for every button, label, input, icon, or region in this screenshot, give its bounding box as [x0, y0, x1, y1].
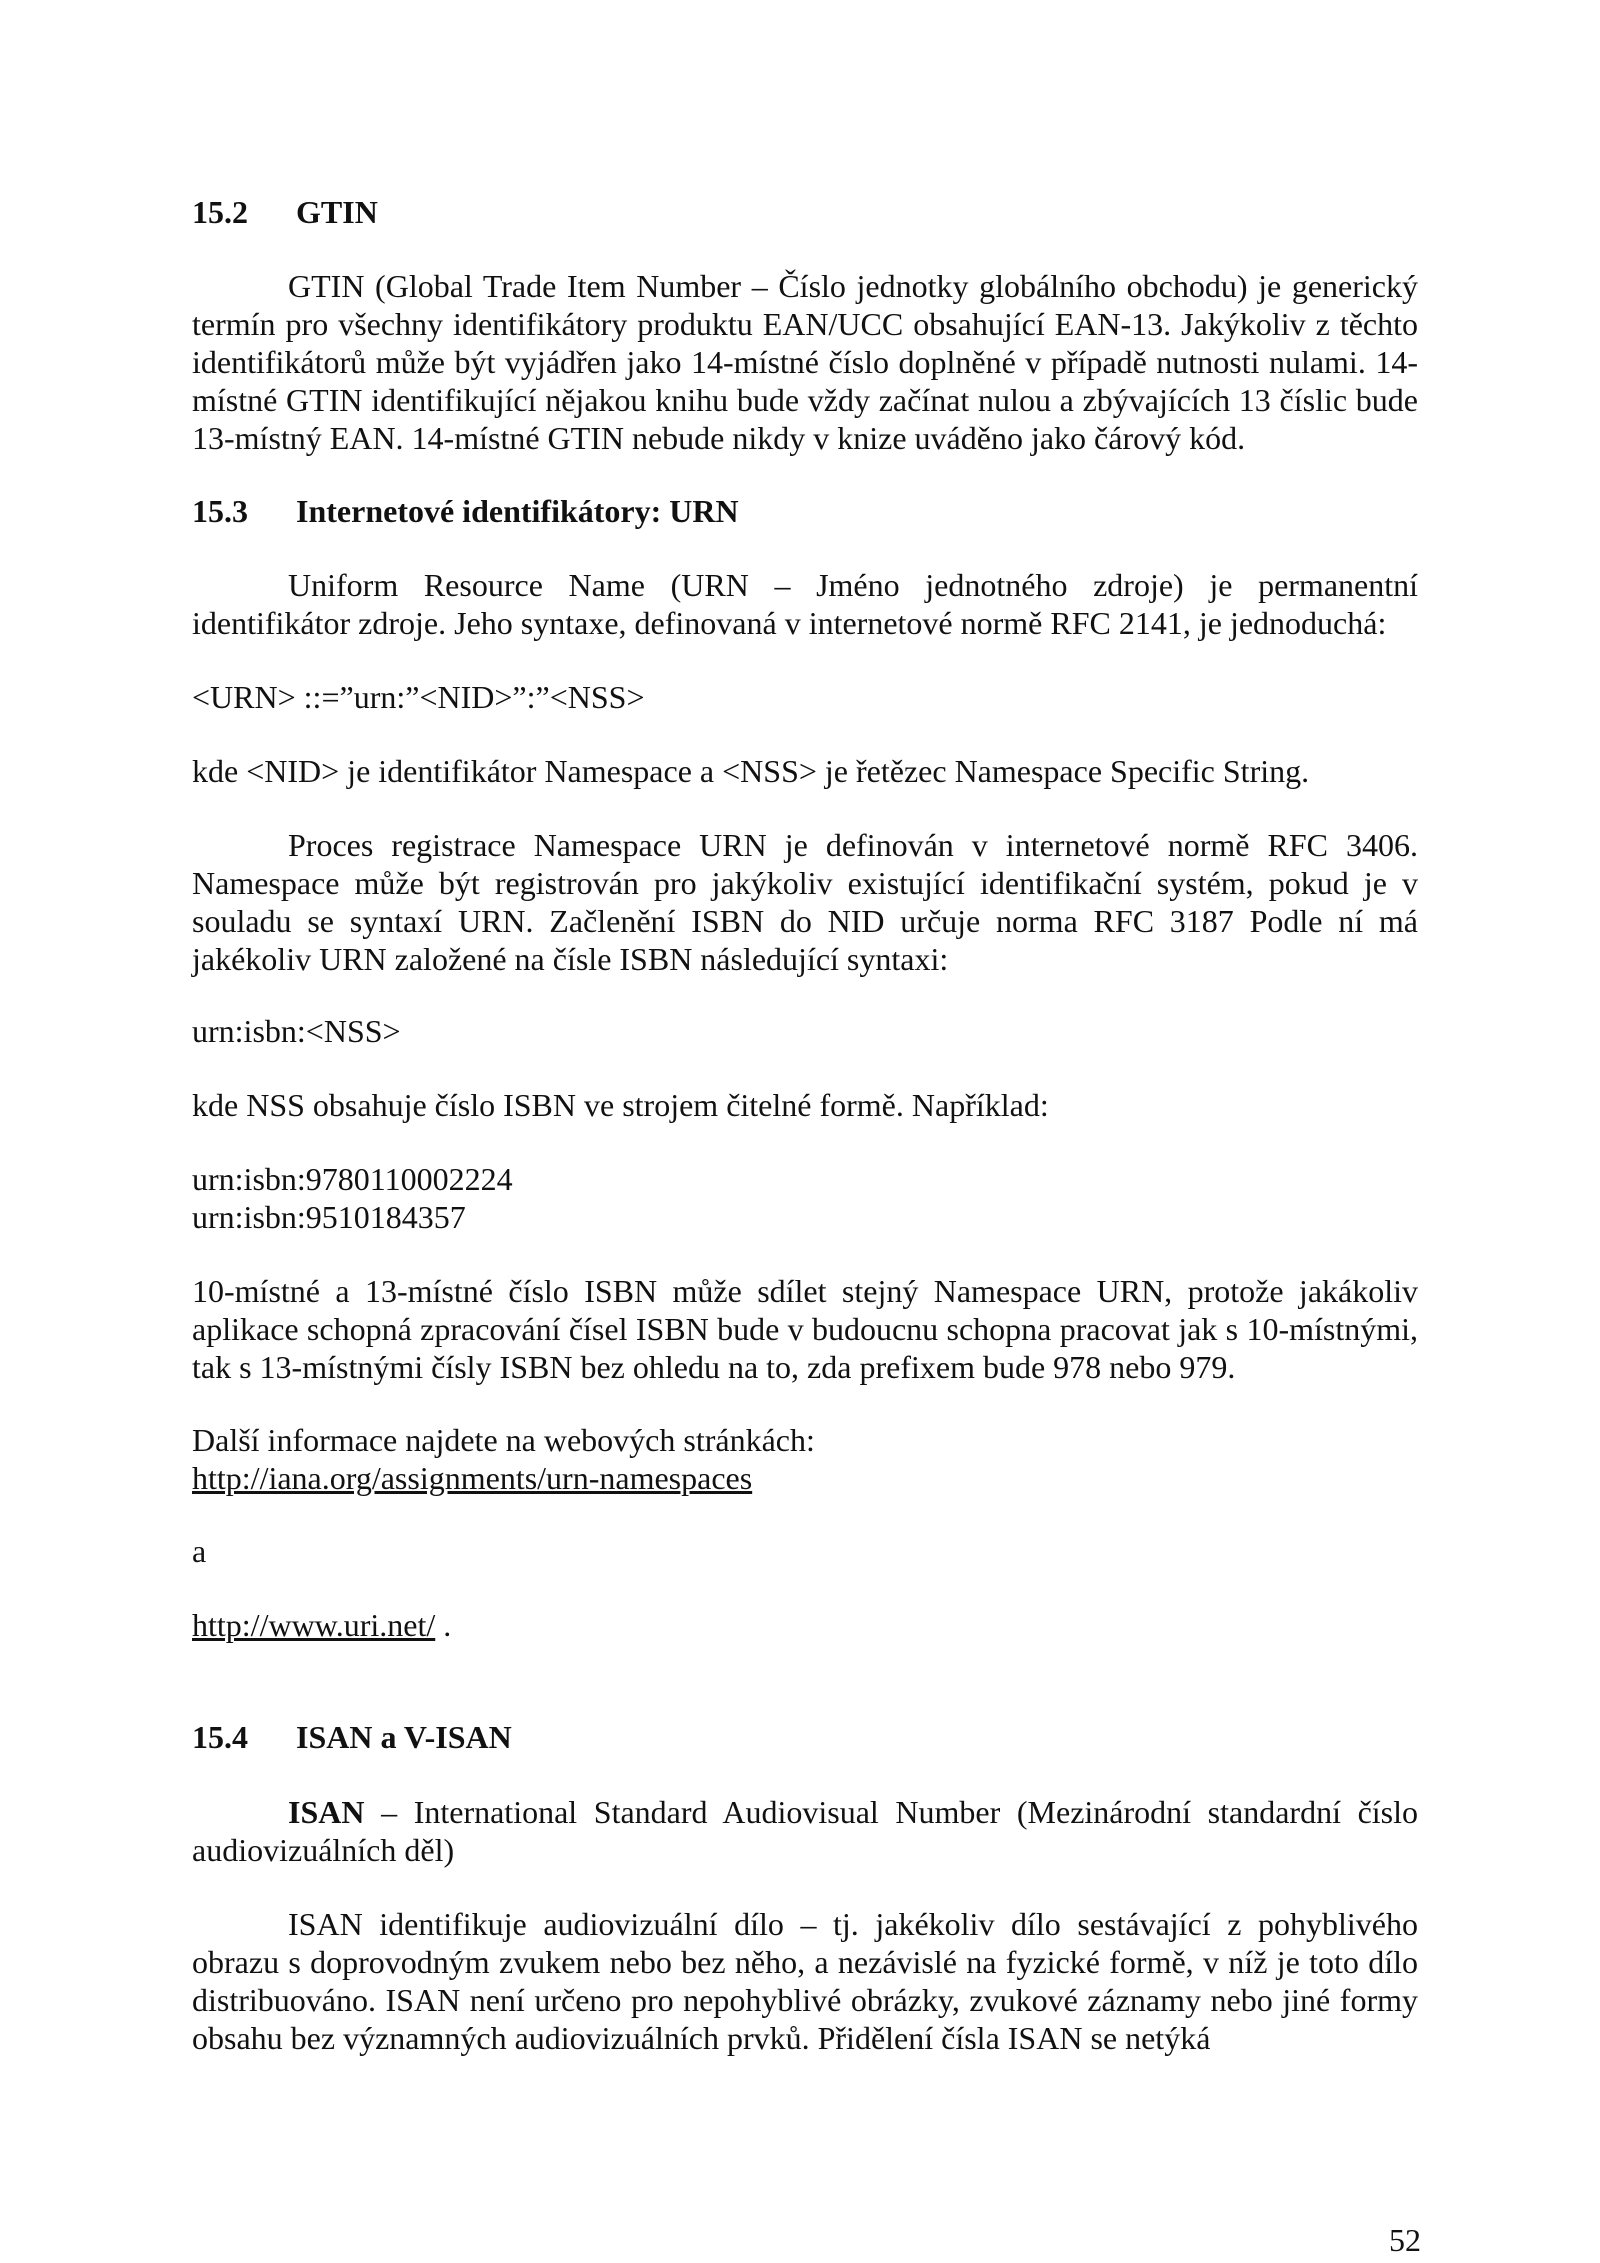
registration-paragraph: Proces registrace Namespace URN je definován v internetové normě RFC 3406. Namespace může být registrován pro jakýkoliv existující identifikační systém, pokud je v souladu se syntaxí URN. Začlenění ISBN do NID určuje norma RFC 3187 Podle ní má jakékoliv URN založené na čísle ISBN následující syntaxi: — [192, 827, 1418, 977]
isan-definition: – International Standard Audiovisual Number (Mezinárodní standardní číslo audiovizuálních děl) — [192, 1794, 1418, 1868]
section-heading-15-4 — [192, 1718, 512, 1756]
isbn-namespace-paragraph: 10-místné a 13-místné číslo ISBN může sdílet stejný Namespace URN, protože jakákoliv aplikace schopná zpracování čísel ISBN bude v budoucnu schopna pracovat jak s 10-místnými, tak s 13-místnými čísly ISBN bez ohledu na to, zda prefixem bude 978 nebo 979. — [192, 1273, 1418, 1385]
section-number: 15.4 — [192, 1719, 248, 1755]
more-info-block — [192, 1421, 1418, 1497]
isbn-urn-syntax: urn:isbn:<NSS> — [192, 1013, 401, 1049]
uri-link-line — [192, 1606, 1418, 1644]
nid-nss-paragraph: kde <NID> je identifikátor Namespace a <NSS> je řetězec Namespace Specific String. — [192, 753, 1310, 789]
isan-description-paragraph: ISAN identifikuje audiovizuální dílo – tj. jakékoliv dílo sestávající z pohyblivého obrazu s doprovodným zvukem nebo bez něho, a nezávislé na fyzické formě, v níž je toto dílo distribuováno. ISAN není určeno pro nepohyblivé obrázky, zvukové záznamy nebo jiné formy obsahu bez významných audiovizuálních prvků. Přidělení čísla ISAN se netýká — [192, 1906, 1418, 2056]
urn-intro-paragraph: Uniform Resource Name (URN – Jméno jednotného zdroje) je permanentní identifikátor zdroje. Jeho syntaxe, definovaná v internetové normě RFC 2141, je jednoduchá: — [192, 567, 1418, 641]
section-title: Internetové identifikátory: URN — [296, 493, 739, 529]
urn-examples — [192, 1160, 1418, 1236]
section-number: 15.2 — [192, 194, 248, 230]
gtin-paragraph: GTIN (Global Trade Item Number – Číslo jednotky globálního obchodu) je generický termín pro všechny identifikátory produktu EAN/UCC obsahující EAN-13. Jakýkoliv z těchto identifikátorů může být vyjádřen jako 14-místné číslo doplněné v případě nutnosti nulami. 14-místné GTIN identifikující nějakou knihu bude vždy začínat nulou a zbývajících 13 číslic bude 13-místný EAN. 14-místné GTIN nebude nikdy v knize uváděno jako čárový kód. — [192, 268, 1418, 456]
iana-link[interactable]: http://iana.org/assignments/urn-namespaces — [192, 1460, 753, 1496]
urn-syntax: <URN> ::=”urn:”<NID>”:”<NSS> — [192, 679, 645, 715]
isan-term: ISAN — [288, 1794, 365, 1830]
section-title: GTIN — [296, 194, 378, 230]
uri-link-suffix: . — [435, 1607, 452, 1643]
section-title: ISAN a V-ISAN — [296, 1719, 512, 1755]
section-number: 15.3 — [192, 493, 248, 529]
nss-paragraph: kde NSS obsahuje číslo ISBN ve strojem čitelné formě. Například: — [192, 1087, 1049, 1123]
more-info-text: Další informace najdete na webových stránkách: — [192, 1422, 815, 1458]
and-text: a — [192, 1533, 207, 1569]
isan-definition-paragraph — [192, 1793, 1418, 1869]
urn-example: urn:isbn:9780110002224 — [192, 1161, 513, 1197]
uri-link[interactable]: http://www.uri.net/ — [192, 1607, 436, 1643]
section-heading-15-2 — [192, 193, 378, 231]
section-heading-15-3 — [192, 492, 739, 530]
page-number: 52 — [1389, 2222, 1421, 2258]
urn-example: urn:isbn:9510184357 — [192, 1199, 466, 1235]
